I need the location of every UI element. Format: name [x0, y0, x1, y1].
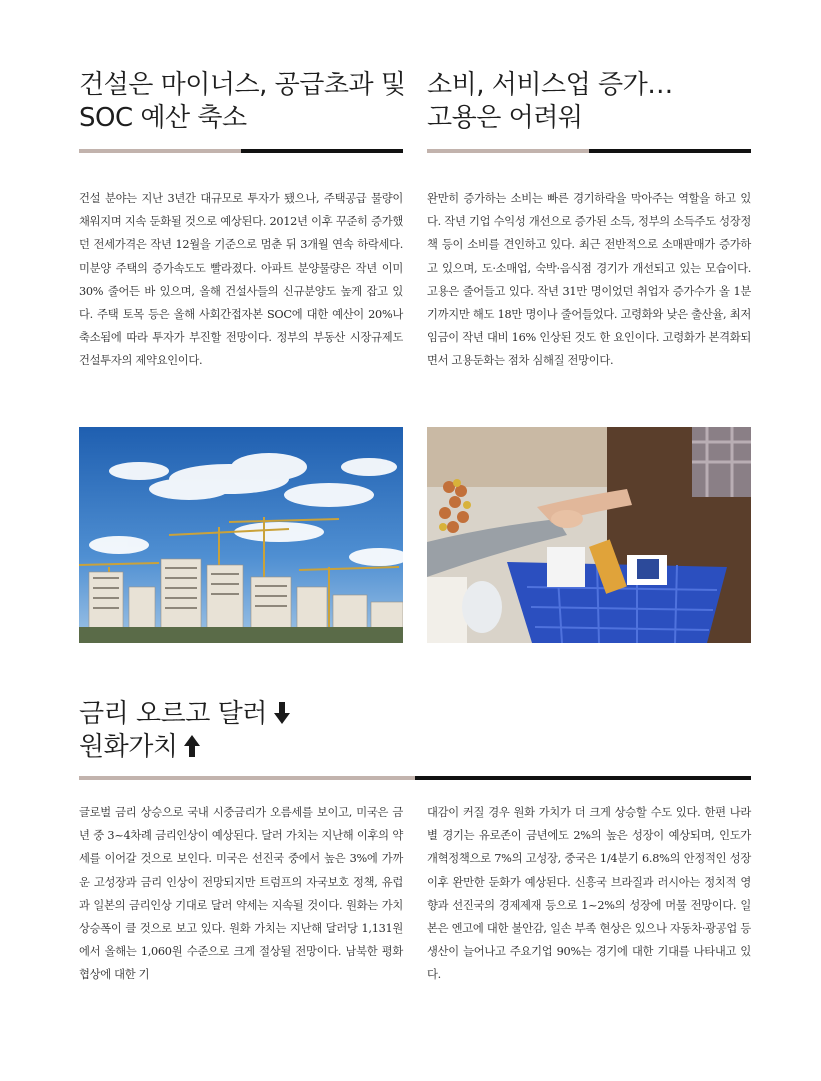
consumption-title-line1: 소비, 서비스업 증가… [427, 70, 673, 100]
consumption-title-line2: 고용은 어려워 [427, 103, 583, 133]
construction-body: 건설 분야는 지난 3년간 대규모로 투자가 됐으나, 주택공급 물량이 채워지며 지속 둔화될 것으로 예상된다. 2012년 이후 꾸준히 증가했던 전세가격은 작년 12월을 기준으로 멈춘 뒤 3개월 연속 하락세다. 미분양 주택의 증가속도도 빨라졌다. 아파트 분양물량은 작년 이미 30% 줄어든 바 있으며, 올해 건설사들의 신규분양도 높게 잡고 있다. 주택 토목 등은 올해 사회간접자본 SOC에 대한 예산이 20%나 축소됨에 따라 투자가 부진할 전망이다. 정부의 부동산 시장규제도 건설투자의 제약요인이다. [79, 192, 403, 368]
consumption-body: 완만히 증가하는 소비는 빠른 경기하락을 막아주는 역할을 하고 있다. 작년 기업 수익성 개선으로 증가된 소득, 정부의 소득주도 성장정책 등이 소비를 견인하고 있다. 최근 전반적으로 소매판매가 증가하고 있으며, 도·소매업, 숙박·음식점 경기가 개선되고 있는 모습이다. 고용은 줄어들고 있다. 작년 31만 명이었던 취업자 증가수가 올 1분기까지만 해도 18만 명이나 줄어들었다. 고령화와 낮은 출산율, 최저임금이 작년 대비 16% 인상된 것도 한 요인이다. 고령화가 본격화되면서 고용둔화는 점차 심해질 전망이다. [427, 192, 751, 368]
construction-title [79, 69, 409, 135]
interest-title [79, 698, 409, 764]
consumption-rule [427, 149, 751, 153]
construction-title-line2: SOC 예산 축소 [79, 103, 247, 133]
interest-body-right: 대감이 커질 경우 원화 가치가 더 크게 상승할 수도 있다. 한편 나라별 경기는 유로존이 금년에도 2%의 높은 성장이 예상되며, 인도가 개혁정책으로 7%의 고성장, 중국은 1/4분기 6.8%의 안정적인 성장 이후 완만한 둔화가 예상된다. 신흥국 브라질과 러시아는 정치적 영향과 선진국의 경제제재 등으로 1~2%의 성장에 머물 전망이다. 일본은 엔고에 대한 불안감, 일손 부족 현상은 있으나 자동차·광공업 등 생산이 늘어나고 주요기업 90%는 경기에 대한 기대를 나타내고 있다. [427, 806, 751, 982]
construction-title-line1: 건설은 마이너스, 공급초과 및 [79, 70, 406, 100]
construction-photo [79, 427, 403, 643]
interest-title-line2: 원화가치 [79, 732, 178, 762]
arrow-down-icon [273, 701, 291, 725]
shopping-photo [427, 427, 751, 643]
arrow-up-icon [183, 734, 201, 758]
construction-rule [79, 149, 403, 153]
interest-body-left: 글로벌 금리 상승으로 국내 시중금리가 오름세를 보이고, 미국은 금년 중 3~4차례 금리인상이 예상된다. 달러 가치는 지난해 이후의 약세를 이어갈 것으로 보인다. 미국은 선진국 중에서 높은 3%에 가까운 고성장과 금리 인상이 전망되지만 트럼프의 자국보호 정책, 유럽과 일본의 금리인상 기대로 달러 약세는 지속될 것이다. 원화는 가치 상승폭이 클 것으로 보고 있다. 원화 가치는 지난해 달러당 1,131원에서 올해는 1,060원 수준으로 크게 절상될 전망이다. 남북한 평화협상에 대한 기 [79, 806, 403, 982]
interest-rule [79, 776, 751, 780]
interest-title-line1: 금리 오르고 달러 [79, 699, 267, 729]
consumption-title [427, 69, 757, 135]
